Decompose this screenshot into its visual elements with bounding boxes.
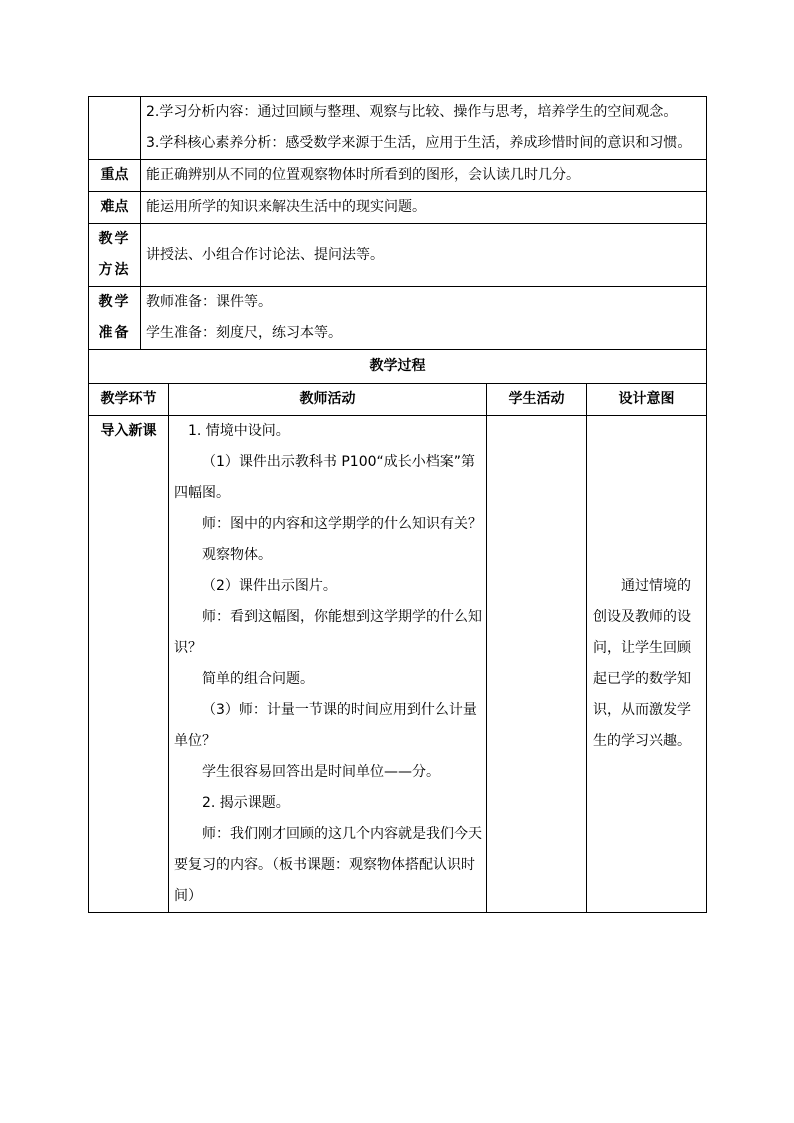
header-teacher: 教师活动: [169, 384, 487, 416]
prep-label-1: 教学: [98, 294, 131, 310]
method-text: 讲授法、小组合作讨论法、提问法等。: [141, 224, 707, 287]
analysis-label-cell: [89, 97, 141, 160]
difficulty-text: 能运用所学的知识来解决生活中的现实问题。: [141, 192, 707, 224]
intro-line: 师：看到这幅图，你能想到这学期学的什么知识？: [174, 609, 482, 656]
intro-intent: [587, 416, 707, 913]
prep-row: [89, 287, 707, 350]
key-point-text: 能正确辨别从不同的位置观察物体时所看到的图形，会认读几时几分。: [141, 160, 707, 192]
intro-student-activity: [487, 416, 587, 913]
intro-line: 简单的组合问题。: [202, 671, 314, 687]
lesson-plan-table: [88, 96, 707, 913]
intro-row: [89, 416, 707, 913]
method-label: [89, 224, 141, 287]
process-header-row: [89, 384, 707, 416]
intro-stage: 导入新课: [89, 416, 169, 913]
intro-line: 2. 揭示课题。: [202, 795, 290, 811]
intro-lines: [174, 416, 482, 912]
analysis-line-2: 2.学习分析内容：通过回顾与整理、观察与比较、操作与思考，培养学生的空间观念。: [146, 104, 678, 120]
intro-line: （3）师：计量一节课的时间应用到什么计量单位？: [174, 702, 477, 749]
prep-label-2: 准备: [98, 325, 131, 341]
intro-line: （1）课件出示教科书 P100“成长小档案”第四幅图。: [174, 454, 476, 501]
prep-label: [89, 287, 141, 350]
process-title: 教学过程: [89, 350, 707, 384]
prep-student: 学生准备：刻度尺，练习本等。: [146, 325, 342, 341]
method-row: [89, 224, 707, 287]
header-stage: 教学环节: [89, 384, 169, 416]
intro-line: （2）课件出示图片。: [202, 578, 337, 594]
header-student: 学生活动: [487, 384, 587, 416]
intro-line: 1. 情境中设问。: [188, 423, 290, 439]
intro-line: 学生很容易回答出是时间单位——分。: [202, 764, 440, 780]
intro-line: 师：我们刚才回顾的这几个内容就是我们今天要复习的内容。（板书课题：观察物体搭配认识时间）: [174, 826, 482, 904]
prep-content: [141, 287, 707, 350]
intro-line: 观察物体。: [202, 547, 272, 563]
key-point-label: 重点: [89, 160, 141, 192]
analysis-line-3: 3.学科核心素养分析：感受数学来源于生活，应用于生活，养成珍惜时间的意识和习惯。: [146, 135, 692, 151]
difficulty-label: 难点: [89, 192, 141, 224]
prep-teacher: 教师准备：课件等。: [146, 294, 272, 310]
intro-line: 师：图中的内容和这学期学的什么知识有关？: [202, 516, 482, 532]
analysis-row: [89, 97, 707, 160]
header-intent: 设计意图: [587, 384, 707, 416]
difficulty-row: [89, 192, 707, 224]
key-point-row: [89, 160, 707, 192]
intro-intent-text: 通过情境的创设及教师的设问，让学生回顾起已学的数学知识，从而激发学生的学习兴趣。: [593, 578, 691, 749]
process-title-row: [89, 350, 707, 384]
method-label-1: 教学: [98, 231, 131, 247]
method-label-2: 方法: [98, 262, 131, 278]
analysis-content: [141, 97, 707, 160]
intro-teacher-activity: [169, 416, 487, 913]
